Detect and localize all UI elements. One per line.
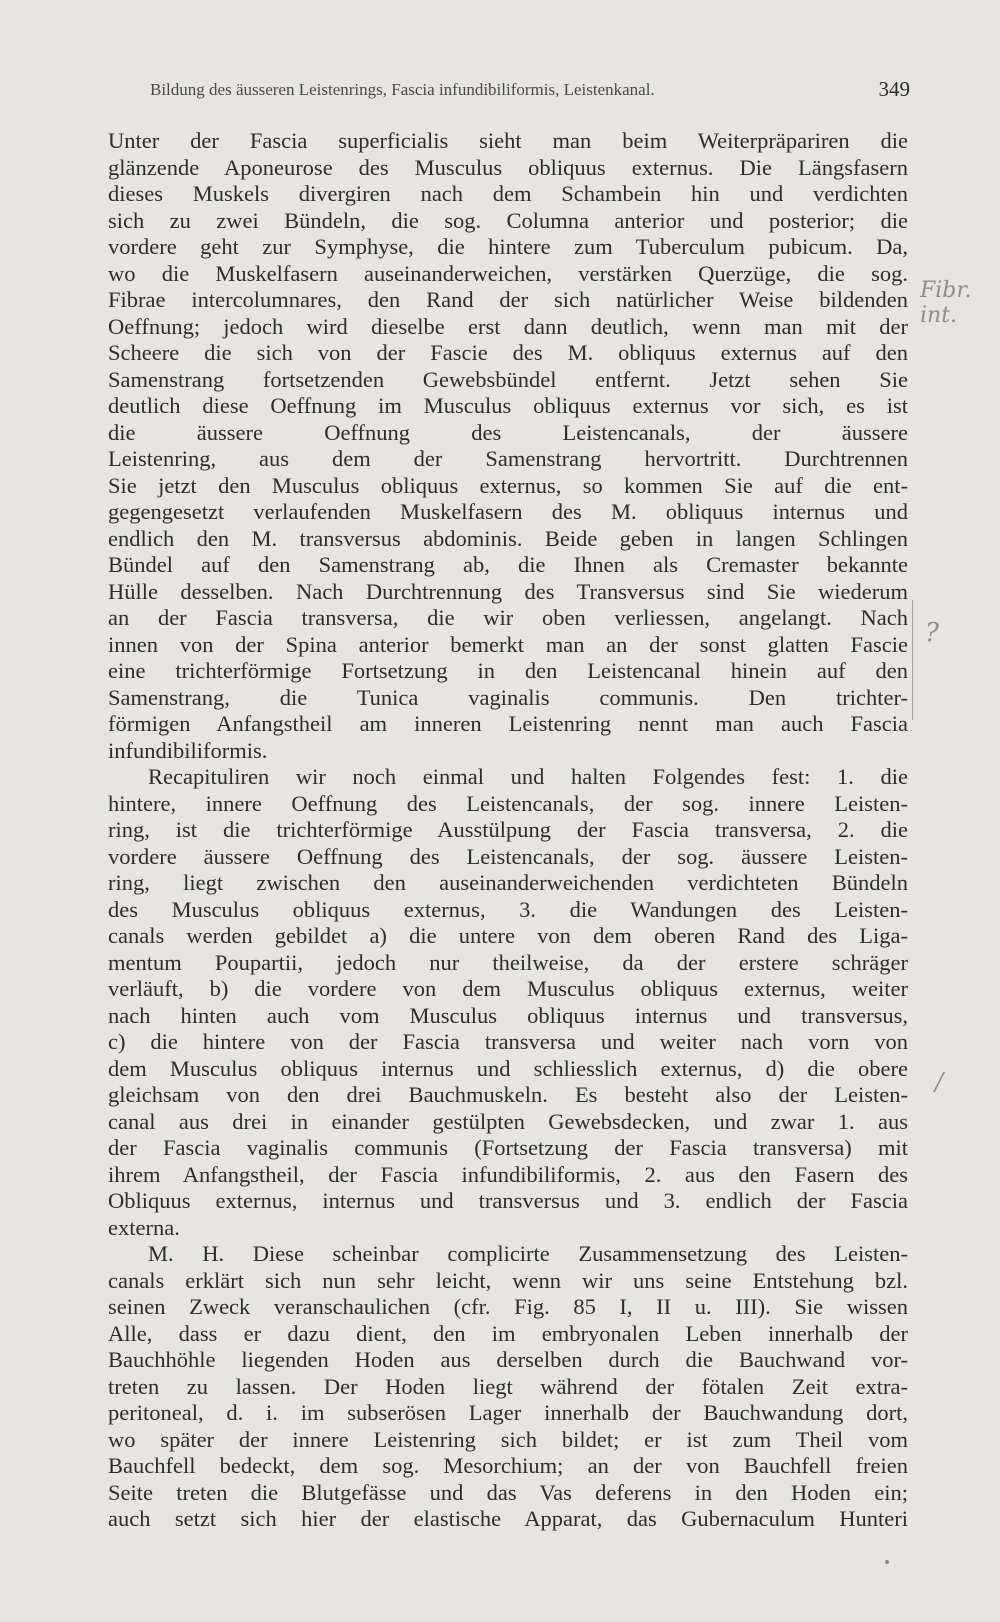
- text-line: wo die Muskelfasern auseinanderweichen, verstärken Querzüge, die sog.: [108, 260, 908, 286]
- text-line: an der Fascia transversa, die wir oben verliessen, angelangt. Nach: [108, 605, 908, 630]
- text-line: canal aus drei in einander gestülpten Gewebsdecken, und zwar 1. aus: [108, 1108, 908, 1134]
- text-line: innen von der Spina anterior bemerkt man an der sonst glatten Fascie: [108, 631, 908, 657]
- text-line: gegengesetzt verlaufenden Muskelfasern des M. obliquus internus und: [108, 499, 908, 524]
- running-head-title: Bildung des äusseren Leistenrings, Fascia infundibiliformis, Leistenkanal.: [150, 80, 655, 99]
- text-line: eine trichterförmige Fortsetzung in den Leistencanal hinein auf den: [108, 658, 908, 683]
- text-line: hintere, innere Oeffnung des Leistencanals, der sog. innere Leisten-: [108, 790, 908, 816]
- margin-annotation: /: [935, 1068, 944, 1096]
- text-line: Seite treten die Blutgefässe und das Vas deferens in den Hoden ein;: [108, 1479, 908, 1505]
- text-line: seinen Zweck veranschaulichen (cfr. Fig. 85 I, II u. III). Sie wissen: [108, 1294, 908, 1319]
- text-line: nach hinten auch vom Musculus obliquus internus und transversus,: [108, 1002, 908, 1028]
- text-line: ring, liegt zwischen den auseinanderweichenden verdichteten Bündeln: [108, 870, 908, 895]
- text-line: Scheere die sich von der Fascie des M. obliquus externus auf den: [108, 340, 908, 365]
- text-line: Leistenring, aus dem der Samenstrang hervortritt. Durchtrennen: [108, 446, 908, 471]
- margin-annotation: ?: [925, 618, 939, 648]
- text-line: treten zu lassen. Der Hoden liegt während der fötalen Zeit extra-: [108, 1373, 908, 1399]
- text-line: vordere äussere Oeffnung des Leistencanals, der sog. äussere Leisten-: [108, 843, 908, 869]
- text-line: förmigen Anfangstheil am inneren Leistenring nennt man auch Fascia: [108, 711, 908, 736]
- text-line: dieses Muskels divergiren nach dem Schambein hin und verdichten: [108, 181, 908, 206]
- text-line: Samenstrang, die Tunica vaginalis communis. Den trichter-: [108, 684, 908, 710]
- text-line: des Musculus obliquus externus, 3. die Wandungen des Leisten-: [108, 896, 908, 922]
- text-line: Obliquus externus, internus und transversus und 3. endlich der Fascia: [108, 1188, 908, 1213]
- running-head: [150, 77, 910, 101]
- text-line: verläuft, b) die vordere von dem Musculus obliquus externus, weiter: [108, 976, 908, 1001]
- text-line: glänzende Aponeurose des Musculus obliquus externus. Die Längsfasern: [108, 154, 908, 180]
- paper-speck: [885, 1560, 889, 1564]
- text-line: die äussere Oeffnung des Leistencanals, der äussere: [108, 419, 908, 445]
- text-line: gleichsam von den drei Bauchmuskeln. Es besteht also der Leisten-: [108, 1082, 908, 1107]
- text-line: Samenstrang fortsetzenden Gewebsbündel entfernt. Jetzt sehen Sie: [108, 366, 908, 392]
- text-line: Bündel auf den Samenstrang ab, die Ihnen als Cremaster bekannte: [108, 552, 908, 577]
- text-line: Oeffnung; jedoch wird dieselbe erst dann deutlich, wenn man mit der: [108, 313, 908, 339]
- text-line: Recapituliren wir noch einmal und halten Folgendes fest: 1. die: [148, 764, 908, 789]
- margin-annotation: Fibr. int.: [920, 278, 972, 328]
- page-number: 349: [878, 77, 910, 101]
- text-line: peritoneal, d. i. im subserösen Lager innerhalb der Bauchwandung dort,: [108, 1400, 908, 1425]
- text-line: M. H. Diese scheinbar complicirte Zusammensetzung des Leisten-: [148, 1241, 908, 1266]
- text-line: dem Musculus obliquus internus und schliesslich externus, d) die obere: [108, 1055, 908, 1081]
- text-line: endlich den M. transversus abdominis. Beide geben in langen Schlingen: [108, 525, 908, 551]
- text-line: Bauchhöhle liegenden Hoden aus derselben durch die Bauchwand vor-: [108, 1347, 908, 1372]
- text-line: Hülle desselben. Nach Durchtrennung des Transversus sind Sie wiederum: [108, 578, 908, 604]
- text-line: Bauchfell bedeckt, dem sog. Mesorchium; an der von Bauchfell freien: [108, 1453, 908, 1478]
- text-line: auch setzt sich hier der elastische Apparat, das Gubernaculum Hunteri: [108, 1506, 908, 1531]
- text-line: Fibrae intercolumnares, den Rand der sich natürlicher Weise bildenden: [108, 287, 908, 312]
- text-line: sich zu zwei Bündeln, die sog. Columna anterior und posterior; die: [108, 207, 908, 233]
- text-line: Sie jetzt den Musculus obliquus externus, so kommen Sie auf die ent-: [108, 472, 908, 498]
- text-line: ihrem Anfangstheil, der Fascia infundibiliformis, 2. aus den Fasern des: [108, 1161, 908, 1187]
- text-line: canals erklärt sich nun sehr leicht, wenn wir uns seine Entstehung bzl.: [108, 1267, 908, 1293]
- text-line: der Fascia vaginalis communis (Fortsetzung der Fascia transversa) mit: [108, 1135, 908, 1160]
- text-line: vordere geht zur Symphyse, die hintere zum Tuberculum pubicum. Da,: [108, 234, 908, 259]
- text-line: Unter der Fascia superficialis sieht man beim Weiterpräpariren die: [108, 128, 908, 153]
- text-line: Alle, dass er dazu dient, den im embryonalen Leben innerhalb der: [108, 1320, 908, 1346]
- body-text: [108, 128, 908, 1533]
- text-line: externa.: [108, 1214, 180, 1240]
- text-line: canals werden gebildet a) die untere von dem oberen Rand des Liga-: [108, 923, 908, 948]
- text-line: deutlich diese Oeffnung im Musculus obliquus externus vor sich, es ist: [108, 393, 908, 418]
- text-line: infundibiliformis.: [108, 737, 268, 763]
- text-line: c) die hintere von der Fascia transversa und weiter nach vorn von: [108, 1029, 908, 1054]
- text-line: mentum Poupartii, jedoch nur theilweise, da der erstere schräger: [108, 949, 908, 975]
- margin-pencil-line: [912, 600, 913, 720]
- text-line: ring, ist die trichterförmige Ausstülpung der Fascia transversa, 2. die: [108, 817, 908, 842]
- text-line: wo später der innere Leistenring sich bildet; er ist zum Theil vom: [108, 1426, 908, 1452]
